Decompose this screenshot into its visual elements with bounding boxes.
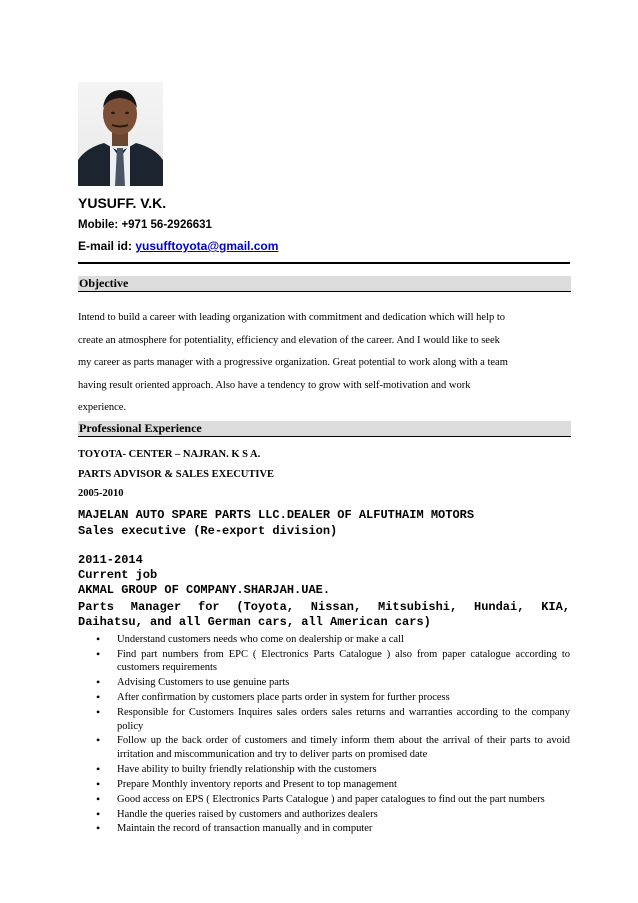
mobile-number: Mobile: +971 56-2926631	[78, 219, 212, 231]
email-line	[78, 239, 278, 253]
job1-company: TOYOTA- CENTER – NAJRAN. K S A.	[78, 449, 261, 460]
list-item: • Prepare Monthly inventory reports and Present to top management	[78, 778, 570, 792]
profile-photo-image	[78, 82, 163, 186]
job3-status: Current job	[78, 568, 158, 582]
objective-line: Intend to build a career with leading organization with commitment and dedication which will help to	[78, 312, 505, 323]
list-item: • Maintain the record of transaction manually and in computer	[78, 822, 570, 836]
header-divider	[78, 262, 570, 264]
list-item: • Follow up the back order of customers and timely inform them about the arrival of their parts to avoid irritation and miscommunication and try to deliver parts on promised date	[78, 734, 570, 761]
job1-period: 2005-2010	[78, 488, 124, 499]
objective-text	[78, 307, 570, 420]
objective-line: my career as parts manager with a progressive organization. Great potential to work along with a team	[78, 357, 508, 368]
list-item: • Handle the queries raised by customers and authorizes dealers	[78, 808, 570, 822]
objective-line: create an atmosphere for potentiality, efficiency and elevation of the career. And I would like to seek	[78, 334, 500, 346]
job2-company: MAJELAN AUTO SPARE PARTS LLC.DEALER OF ALFUTHAIM MOTORS	[78, 508, 475, 522]
job3-company: AKMAL GROUP OF COMPANY.SHARJAH.UAE.	[78, 583, 331, 597]
list-item: • Advising Customers to use genuine parts	[78, 676, 570, 690]
objective-line: experience.	[78, 402, 127, 413]
objective-heading: Objective	[78, 276, 571, 292]
list-item: • Good access on EPS ( Electronics Parts Catalogue ) and paper catalogues to find out the part numbers	[78, 793, 570, 807]
profile-photo	[78, 82, 163, 186]
objective-line: having result oriented approach. Also have a tendency to grow with self-motivation and work	[78, 379, 471, 391]
duties-list	[78, 633, 570, 837]
job2-title: Sales executive (Re-export division)	[78, 524, 338, 538]
experience-heading: Professional Experience	[78, 421, 571, 437]
list-item: • Responsible for Customers Inquires sales orders sales returns and warranties according to the company policy	[78, 706, 570, 733]
list-item: • Understand customers needs who come on dealership or make a call	[78, 633, 570, 647]
job3-title: Parts Manager for (Toyota, Nissan, Mitsubishi, Hundai, KIA, Daihatsu, and all German cars, all American cars)	[78, 600, 570, 629]
email-link[interactable]: yusufftoyota@gmail.com	[135, 239, 279, 253]
list-item: • Have ability to builty friendly relationship with the customers	[78, 763, 570, 777]
email-label: E-mail id:	[78, 239, 136, 253]
job1-title: PARTS ADVISOR & SALES EXECUTIVE	[78, 469, 275, 480]
candidate-name: YUSUFF. V.K.	[78, 195, 167, 211]
job3-period: 2011-2014	[78, 553, 143, 567]
list-item: • After confirmation by customers place parts order in system for further process	[78, 691, 570, 705]
list-item: • Find part numbers from EPC ( Electronics Parts Catalogue ) also from paper catalogue according to customers requirements	[78, 648, 570, 675]
